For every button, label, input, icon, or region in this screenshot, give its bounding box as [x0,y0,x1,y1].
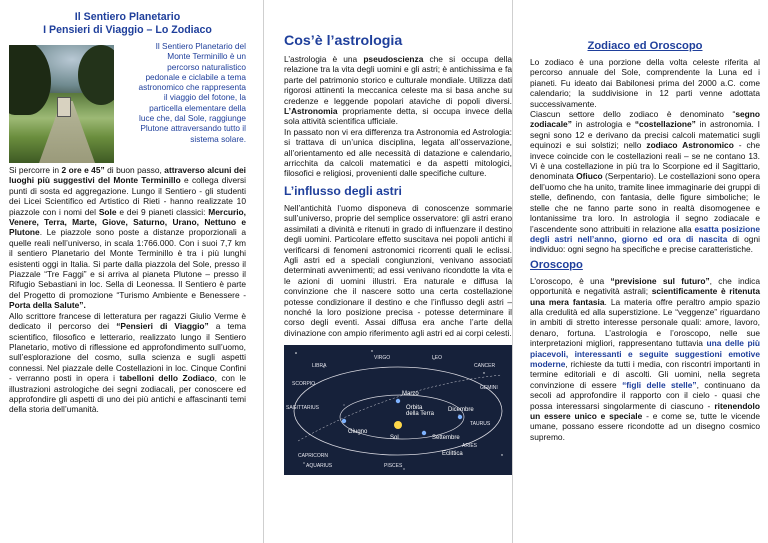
label-capricorn: CAPRICORN [298,453,329,460]
heading-influsso: L’influsso degli astri [284,183,402,198]
middle-column [263,0,511,543]
brochure-title [9,11,246,37]
label-cancer: CANCER [474,363,496,370]
label-virgo: VIRGO [374,355,391,362]
sun-icon [394,421,402,429]
label-aries: ARIES [462,443,478,450]
earth-march-icon [396,399,400,403]
label-settembre: Settembre [432,435,460,442]
photo-block [9,37,246,165]
brochure-title-line1: Il Sentiero Planetario [74,11,181,23]
label-libra: LIBRA [312,363,327,370]
paragraph-sentiero: Si percorre in 2 ore e 45” di buon passo, attraverso alcuni dei luoghi più suggestivi del Monte Terminillo e collega diversi punti di sosta ed aggregazione. Lungo il Sentiero - gli studenti dei Licei Scientifico ed Artistico di Rieti - hanno realizzate 10 piazzole con i nomi del Sole e dei 9 pianeti classici: Mercurio, Venere, Terra, Marte, Giove, Saturno, Urano, Nettuno e Plutone. Le piazzole sono poste a distanze proporzionali a quelle reali nell’universo, in scala 1:766.000. Con i suoi 7,7 km il sentiero Planetario del Monte Terminillo è tra i più lunghi esistenti oggi in Italia. Si parte dalla piazzola del Sole, presso il Piazzale “Tre Faggi” e si arriva al pianeta Plutone – presso il Rifugio Sebastiani in loc. Sella di Leonessa. Il Sentiero è parte del Progetto di promozione “Turismo Ambiente e Benessere - Porta della Salute”. [9,165,246,311]
intro-text: Il Sentiero Planetario del Monte Terminillo è un percorso naturalistico pedonale e ciclabile a tema astronomico che rappresenta il viaggio del fotone, la particella elementare della luce che, dal Sole, raggiunge Plutone attraversando tutto il sistema solare. [138,41,246,144]
label-sagittarius: SAGITTARIUS [286,405,319,412]
earth-june-icon [342,419,346,423]
label-scorpio: SCORPIO [292,381,316,388]
brochure-title-line2: I Pensieri di Viaggio – Lo Zodiaco [43,24,212,36]
label-dicembre: Dicembre [448,407,474,414]
label-pisces: PISCES [384,463,403,470]
paragraph-oroscopo: L’oroscopo, è una “previsione sul futuro”, che indica opportunità e negatività astrali; scientificamente è ritenuta una mera fantasia. La materia offre peraltro ampio spazio alla credulità ed alla superstizione. Le “veggenze” riguardano in ambiti di stretto interesse personale quali: amore, lavoro, denaro, fortuna. L’astrologia e l’oroscopo, nelle sue interpretazioni migliori, rappresentano tuttavia una delle più piacevoli, interessanti e seguite suggestioni emotive moderne, richieste da tutti i media, con riscontri importanti in termine editoriali e di ascolti. Gli uomini, nella segreta convinzione di essere “figli delle stelle”, continuano da secoli ad approfondire il rapporto con il cielo - quasi che possa interessarsi singolarmente di ciascuno - ritenendolo un essere unico e speciale - e come se, tutte le vicende umane, possano essere ricondotte ad un disegno cosmico supremo. [530,275,761,442]
paragraph-astrologia: L’astrologia è una pseudoscienza che si occupa della relazione tra la vita degli uomini e gli astri; è antichissima e fa parte del patrimonio storico e culturale mondiale. Utilizza dati rigorosi attinenti la meccanica celeste ma si basa anche su credenze e leggende popolari ataviche di popoli diversi. L’Astronomia propriamente detta, si occupa invece della sola attività scientifica ufficiale. [284,54,513,127]
trail-photo [9,45,114,163]
right-column [512,0,768,543]
paragraph-passato: In passato non vi era differenza tra Astronomia ed Astrologia: si trattava di un’unica disciplina, legata all’osservazione, all’orientamento ed alle necessità di datazione e calendario, arricchita da calcoli matematici e da aspetti mitologici, filosofici e religiosi, provenienti dalle specifiche culture. [284,126,512,179]
label-eclittica: Eclittica [442,451,463,458]
paragraph-zodiaco: Lo zodiaco è una porzione della volta celeste riferita al percorso annuale del Sole, comprendente la Luna ed i pianeti. Fu ideato dai Babilonesi prima del 2000 a.C. come calendario; la suddivisione in 12 parti venne adottata successivamente. Ciascun settore dello zodiaco è denominato “segno zodiacale” in astrologia e “costellazione” in astronomia. I segni sono 12 e derivano da precisi calcoli matematici sugli equinozi e sui solstizi; nello zodiaco Astronomico - che invece coincide con le costellazioni reali – se ne contano 13. Vi è una costellazione in più tra lo Scorpione ed il Sagittario, denominata Ofiuco (Serpentario). Le costellazioni sono opera dell’uomo che ha unito, tramite linee immaginarie dei gruppi di stelle, definendo, con fantasia, delle figure simboliche; le stelle che ne fanno parte sono in realtà disomogenee e lontanissime tra loro. In astrologia il segno zodiacale e l’ascendente sono attribuiti in relazione alla esatta posizione degli astri nell’anno, giorno ed ora di nascita di ogni individuo: ogni segno ha specifiche e precise caratteristiche. [530,57,760,255]
earth-december-icon [458,415,462,419]
heading-oroscopo: Oroscopo [530,258,583,271]
label-sole: Sol [390,435,399,442]
earth-september-icon [422,431,426,435]
label-taurus: TAURUS [470,421,491,428]
paragraph-influsso: Nell’antichità l’uomo disponeva di conoscenze sommarie sull’universo, proprie del semplice osservatore: gli astri erano assimilati a divinità e ritenuti in grado di influenzare il destino degli uomini. Particolare effetto suscitava nei popoli antichi il verificarsi di fenomeni astronomici ricorrenti quali le eclissi. Agli astri ed a speciali congiunzioni, venivano associati determinati avvenimenti; ad essi venivano ricondotte la vita e le azioni di uomini illustri. Era naturale e diffusa la convinzione che il nascere sotto una certa costellazione potesse condizionare il destino e che l’influsso degli astri – nonché la loro posizione precisa - potesse determinare il corso degli eventi. Assai diffusa era anche l’arte della divinazione con ampio riferimento agli astri ed ai corpi celesti. [284,202,512,338]
label-aquarius: AQUARIUS [306,463,333,470]
left-column [0,0,254,543]
label-marzo: Marzo [402,391,419,398]
zodiac-diagram [284,345,512,475]
label-leo: LEO [432,355,443,362]
label-gemini: GEMINI [480,385,498,392]
heading-astrologia: Cos’è l’astrologia [284,33,403,49]
paragraph-pensieri: Allo scrittore francese di letteratura per ragazzi Giulio Verme è dedicato il percorso dei “Pensieri di Viaggio” a tema scientifico, filosofico e letterario, realizzato lungo il Sentiero Planetario, motivo di riflessione ed approfondimento sull’uomo, sull’esplorazione del cosmo, sulla scienza e sugli aspetti connessi. Nel piazzale delle Costellazioni in loc. Cinque Confini - verranno posti in opera i tabelloni dello Zodiaco, con le illustrazioni astrologiche dei segni zodiacali, per conoscere ed approfondire gli aspetti di uno dei più antichi e affascinanti temi della storia dell’umanità. [9,310,247,415]
label-giugno: Giugno [348,429,368,436]
label-orbita-2: della Terra [406,411,434,418]
heading-zodiaco-oroscopo: Zodiaco ed Oroscopo [587,40,703,52]
label-orbita: Orbita [406,405,423,412]
